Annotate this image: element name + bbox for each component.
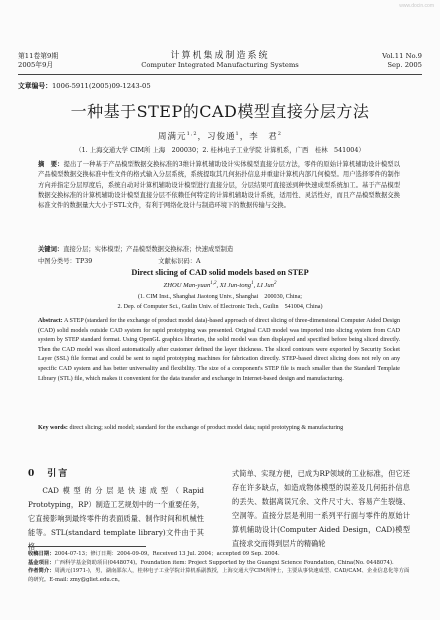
abstract-cn-text: 提出了一种基于产品模型数据交换标准的3维计算机辅助设计实体模型直接分层方法，零件的原始计算机辅助设计模型以产品模型数据交换标准中性文件的格式输入分层系统，系统提取其几何拓扑信息并重建计算机内部几何模型。用户选择零件的制作方向并指定分层厚度后，系统自动对计算机辅助设计模型进行直接分层，分层结果可直接送到种快速成型系统加工。基于产品模型数据交换标准的计算机辅助设计模型直接分层不依赖任何特定的计算机辅助设计系统，适用性、灵活性好，而且产品模型数据交换标准文件的数据量大大小于STL文件，有利于网络化设计与制造环境下的数据传输与交换。 [38,161,400,210]
author-name-en: ZHOU Man-yuan [163,282,211,290]
affiliation-en-line: 2. Dep. of Computer Sci., Guilin Univ. of Electronic Tech., Guilin 541004, China) [117,303,323,310]
journal-name-en: Computer Integrated Manufacturing Systems [141,61,299,69]
paper-title-cn: 一种基于STEP的CAD模型直接分层方法 [70,102,370,121]
footnote-fund [28,559,412,568]
section-heading [28,466,69,479]
clc-number: 中图分类号：TP39 [38,258,93,265]
author-affiliation-mark: 2 [277,131,282,138]
author-name-en: LI Jun [256,282,274,290]
document-code: 文献标识码：A [158,258,201,265]
affiliation-cn: （1. 上海交通大学 CIM所 上海 200030；2. 桂林电子工业学院 计算机系，广西 桂林 541004） [75,146,365,154]
abstract-en-label: Abstract: [38,318,63,324]
author-name: 习俊通 [207,132,236,142]
article-number-value: 1006-5911(2005)09-1243-05 [51,82,151,90]
author-affiliation-mark: 1 [235,131,240,138]
author-name: 李 君 [249,132,278,142]
section-title: 引言 [47,469,70,479]
keywords-cn-text: 直接分层；实体模型；产品模型数据交换标准；快速成型制造 [63,246,234,253]
keywords-en-label: Key words: [38,425,68,431]
affiliation-en [0,293,440,312]
footnote-received-label: 收稿日期： [28,551,55,557]
footnote-rule [28,546,146,547]
keywords-en [38,424,400,434]
footnote-author-text: 周满元(1971-)，男，湖南邵东人，桂林电子工业学院计算机系副教授，上海交通大学CIM所博士，主要从事快速成型、CAD/CAM、企业信息化等方面的研究。E-mail: zmy@gliet.edu.cn。 [28,568,410,583]
affiliation-en-line: (1. CIM Inst., Shanghai Jiaotong Univ., Shanghai 200030, China; [138,294,302,300]
issue-date: 2005年9月 [18,60,54,69]
footnote-fund-text: 广西科学基金资助项目(0448074)。Foundation item: Project Supported by the Guangxi Science Foundation, China(No. 0448074). [54,559,394,566]
journal-name [0,48,440,69]
abstract-en-text: A STEP (standard for the exchange of product model data)-based approach of direct slicing of three-dimensional Computer Aided Design (CAD) solid models outside CAD system for rapid prototyping was presented. Original CAD model was imported into slicing system from CAD system by STEP standard format. Using OpenGL graphics libraries, the solid model was then displayed and specified before being sliced directly. Then the CAD model was sliced automatically after customer defined the layer thickness. The sliced contours were exported by Security Socket Layer (SSL) file format and could be sent to rapid prototyping machines for fabrication directly. STEP-based direct slicing does not rely on any specific CAD system and has better universality and flexibility. The size of a component's STEP file is much smaller than the Standard Template Library (STL) file, which makes it convenient for the data transfer and exchange in Internet-based design and manufacturing. [38,318,400,382]
issue-volume: 第11卷第9期 [18,52,59,60]
paper-title-en: Direct slicing of CAD solid models based on STEP [131,268,309,277]
body-column-right: 式简单、实现方便，已成为RP领域的工业标准，但它还存在许多缺点，如造成物体模型的误差及几何拓扑信息的丢失、数据离误冗余、文件尺寸大、容易产生裂缝、空洞等。直接分层是利用一系列平行面与零件的原始计算机辅助设计(Computer Aided Design，CAD)模型直接求交而得到层片的精确轮 [232,469,410,548]
watermark: www.docin.com [399,3,434,9]
body-column-left: CAD模型的分层是快速成型（Rapid Prototyping，RP）制造工艺规划中的一个重要任务，它直接影响到最终零件的表面质量、制作时间和机械性能等。STL(standard template library)文件由于其格 [28,486,204,551]
authors-en: ZHOU Man-yuan$^{1,2}$, XI Jun-tong$^1$, LI Jun$^2$ [163,281,277,290]
abstract-cn-label: 摘 要： [38,161,64,168]
author-affiliation-mark: 1,2 [210,281,217,286]
abstract-cn [38,160,400,211]
classification-cn [38,256,400,265]
volume-number: Vol.11 No.9 [382,52,422,60]
author-affiliation-mark: 2 [273,281,277,286]
volume-date: Sep. 2005 [387,60,422,69]
journal-name-cn: 计算机集成制造系统 [170,51,270,61]
section-number: 0 [28,469,37,479]
author-affiliation-mark: 1 [251,281,254,286]
footnote-author [28,567,412,584]
footnote-fund-label: 基金项目： [28,559,55,566]
keywords-cn [38,245,400,255]
abstract-en [38,317,400,384]
author-affiliation-mark: 1,2 [186,131,198,138]
article-number-label: 文章编号： [18,82,52,90]
footnote-received [28,550,412,559]
footnote-author-label: 作者简介： [28,568,55,575]
footnotes [28,550,412,584]
header-rule [18,74,422,75]
author-name-en: XI Jun-tong [219,282,252,290]
authors-cn: 周满元$^{1,2}$，习俊通$^1$，李 君$^2$ [158,131,282,142]
keywords-en-text: direct slicing; solid model; standard for the exchange of product model data; rapid prototyping & manufacturing [69,425,344,431]
footnote-received-text: 2004-07-13；修订日期：2004-09-09。Received 13 Jul. 2004；accepted 09 Sep. 2004. [54,551,280,557]
keywords-cn-label: 关键词： [38,246,64,253]
article-number [18,80,151,90]
volume-info [382,52,422,69]
author-name: 周满元 [158,132,187,142]
